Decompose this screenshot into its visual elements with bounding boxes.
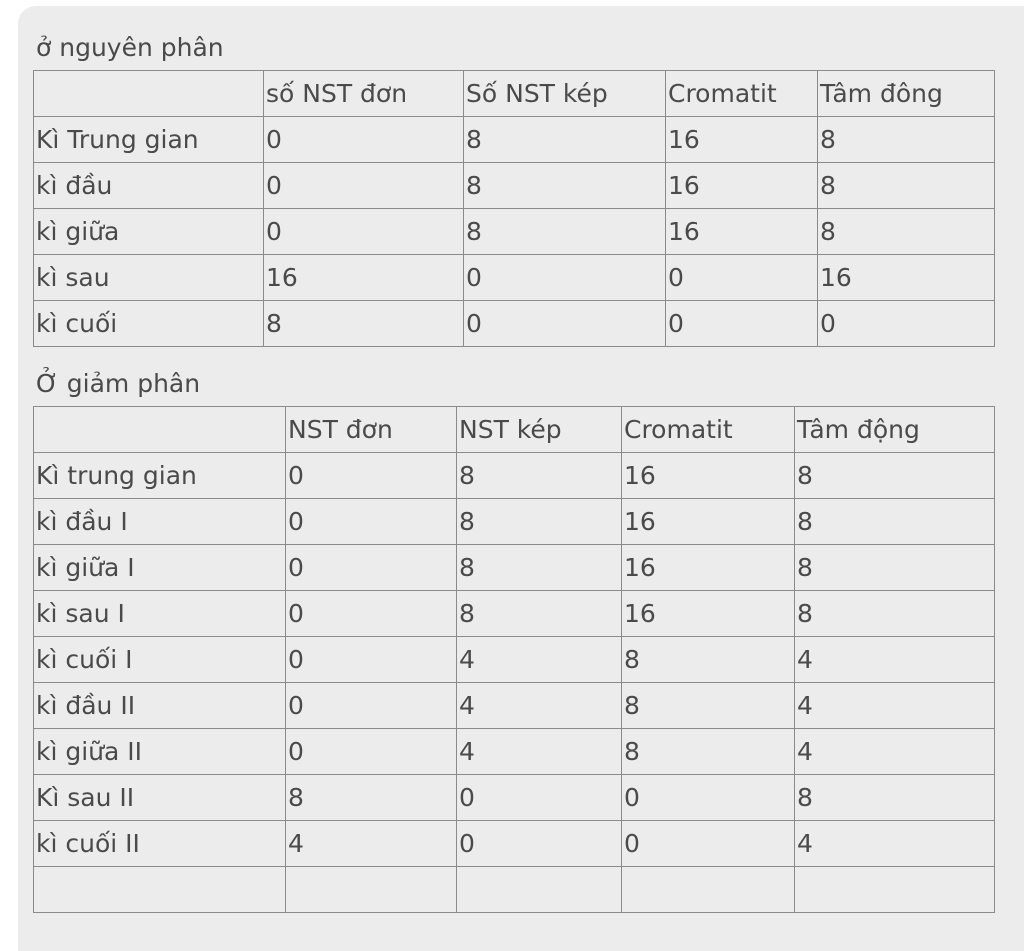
table-cell: 0 <box>457 821 622 867</box>
row-label-cell: kì giữa I <box>34 545 286 591</box>
table-cell: 8 <box>818 209 995 255</box>
table-cell: 16 <box>622 453 795 499</box>
table-cell: 8 <box>464 163 666 209</box>
table-cell: 16 <box>666 163 818 209</box>
column-header: Cromatit <box>666 71 818 117</box>
table-cell: 0 <box>286 545 457 591</box>
table-cell: 8 <box>264 301 464 347</box>
table-row <box>34 453 995 499</box>
table-row <box>34 775 995 821</box>
table-cell: 0 <box>286 591 457 637</box>
table-cell: 0 <box>286 499 457 545</box>
table-row <box>34 637 995 683</box>
row-label-cell: kì cuối I <box>34 637 286 683</box>
table-row <box>34 301 995 347</box>
table-cell: 0 <box>286 729 457 775</box>
table-cell: 4 <box>795 637 995 683</box>
table-cell: 0 <box>666 301 818 347</box>
table-cell: 4 <box>795 683 995 729</box>
table-row <box>34 729 995 775</box>
table-cell <box>795 867 995 913</box>
table-header-row <box>34 407 995 453</box>
row-label-cell: kì đầu I <box>34 499 286 545</box>
column-header <box>34 407 286 453</box>
table-cell: 8 <box>286 775 457 821</box>
table-cell: 0 <box>264 209 464 255</box>
table-cell <box>286 867 457 913</box>
row-label-cell: kì giữa <box>34 209 264 255</box>
column-header: Tâm động <box>795 407 995 453</box>
table-cell: 4 <box>286 821 457 867</box>
mitosis-heading: ở nguyên phân <box>36 33 224 62</box>
table-cell: 0 <box>286 683 457 729</box>
table-cell: 0 <box>622 821 795 867</box>
table-row <box>34 821 995 867</box>
table-cell: 16 <box>622 545 795 591</box>
mitosis-table <box>33 70 995 347</box>
table-cell: 0 <box>286 637 457 683</box>
row-label-cell: Kì sau II <box>34 775 286 821</box>
column-header <box>34 71 264 117</box>
table-cell: 8 <box>457 499 622 545</box>
table-cell: 8 <box>818 117 995 163</box>
column-header: Tâm đông <box>818 71 995 117</box>
table-cell: 8 <box>622 683 795 729</box>
row-label-cell: Kì Trung gian <box>34 117 264 163</box>
table-row <box>34 209 995 255</box>
row-label-cell: Kì trung gian <box>34 453 286 499</box>
table-cell: 8 <box>457 591 622 637</box>
table-cell: 4 <box>795 821 995 867</box>
table-cell: 0 <box>666 255 818 301</box>
table-cell: 4 <box>795 729 995 775</box>
table-row <box>34 545 995 591</box>
table-cell: 4 <box>457 729 622 775</box>
table-cell: 4 <box>457 683 622 729</box>
table-cell: 0 <box>457 775 622 821</box>
table-cell: 8 <box>795 775 995 821</box>
table-cell: 0 <box>464 301 666 347</box>
table-cell: 0 <box>818 301 995 347</box>
table-row <box>34 255 995 301</box>
table-cell: 8 <box>818 163 995 209</box>
table-row <box>34 117 995 163</box>
table-cell: 0 <box>264 163 464 209</box>
table-cell: 0 <box>264 117 464 163</box>
row-label-cell: kì giữa II <box>34 729 286 775</box>
row-label-cell: kì cuối II <box>34 821 286 867</box>
table-cell: 8 <box>795 545 995 591</box>
table-cell: 8 <box>464 209 666 255</box>
row-label-cell: kì đầu II <box>34 683 286 729</box>
table-cell: 16 <box>666 117 818 163</box>
table-cell: 0 <box>464 255 666 301</box>
table-cell: 8 <box>464 117 666 163</box>
table-cell: 8 <box>795 591 995 637</box>
table-cell: 16 <box>666 209 818 255</box>
table-row <box>34 163 995 209</box>
table-cell: 4 <box>457 637 622 683</box>
column-header: số NST đơn <box>264 71 464 117</box>
row-label-cell: kì sau I <box>34 591 286 637</box>
row-label-cell <box>34 867 286 913</box>
table-cell: 8 <box>622 637 795 683</box>
table-cell: 8 <box>457 453 622 499</box>
table-header-row <box>34 71 995 117</box>
table-row <box>34 683 995 729</box>
table-cell: 0 <box>622 775 795 821</box>
column-header: NST đơn <box>286 407 457 453</box>
column-header: NST kép <box>457 407 622 453</box>
table-cell: 8 <box>795 453 995 499</box>
meiosis-heading: Ở giảm phân <box>36 369 201 398</box>
table-cell: 16 <box>622 499 795 545</box>
table-row <box>34 591 995 637</box>
table-cell: 0 <box>286 453 457 499</box>
table-cell: 8 <box>795 499 995 545</box>
table-cell: 16 <box>264 255 464 301</box>
table-row <box>34 867 995 913</box>
column-header: Số NST kép <box>464 71 666 117</box>
column-header: Cromatit <box>622 407 795 453</box>
table-cell: 8 <box>457 545 622 591</box>
table-row <box>34 499 995 545</box>
row-label-cell: kì cuối <box>34 301 264 347</box>
table-cell: 16 <box>818 255 995 301</box>
row-label-cell: kì sau <box>34 255 264 301</box>
table-cell: 16 <box>622 591 795 637</box>
table-cell <box>457 867 622 913</box>
table-cell <box>622 867 795 913</box>
table-cell: 8 <box>622 729 795 775</box>
row-label-cell: kì đầu <box>34 163 264 209</box>
meiosis-table <box>33 406 995 913</box>
